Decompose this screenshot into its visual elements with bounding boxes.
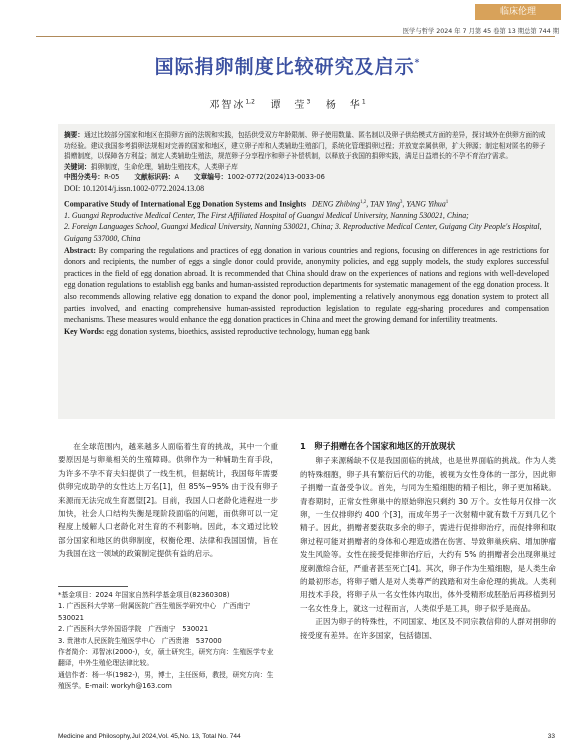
en-abstract: Abstract: By comparing the regulations and practices of egg donation in various countries and regions, focusing on differences in age restrictions for donors and recipients, the number of eggs a single donor could provide, anonymity policies, and egg supply models, the study explores successful practices in the field of egg donation abroad. It is recommended that China should draw on the experiences of nations and regions with well-developed egg donation regulations to establish egg banks and human-assisted reproduction departments for systematic management of the egg donation process. It also recommends allowing relative egg donation to expand the donor pool, implementing a relatively anonymous egg donation system to protect all parties involved, and enacting comprehensive human-assisted reproduction legislation to regulate egg-sharing procedures and compensation mechanisms. These measures would enhance the egg donation practices in China and meet the growing demand for infertility treatments. [64, 245, 549, 325]
section-paragraph: 卵子来源稀缺不仅是我国面临的挑战，也是世界面临的挑战。作为人类的特殊细胞，卵子具有繁衍后代的功能，被视为女性身体的一部分，因此卵子捐赠一直备受争议。首先，与同为生殖细胞的精子相比，卵子更加稀缺。青春期时，正常女性卵巢中的原始卵泡只剩约 30 万个。女性每月仅排一次卵，一生仅排卵约 400 个[3]，而成年男子一次射精中就有数千万到几亿个精子。因此，捐赠者要获取多余的卵子，需进行促排卵治疗，而促排卵和取卵过程可能对捐赠者的身体和心理造成潜在伤害、导致卵巢疾病、增加肿瘤发生风险等。女性在接受促排卵治疗后，大约有 5% 的捐赠者会出现卵巢过度刺激综合征，严重者甚至死亡[4]。其次，卵子作为生殖细胞，是人类生命的最初形态，将卵子赠人是对人类尊严的践踏和对生命伦理的挑战。人类利用技术手段，将卵子从一名女性体内取出，体外受精形成胚胎后再移植到另一名女性身上，就这一过程而言，人类似乎是工具，卵子似乎是商品。 [300, 456, 556, 613]
en-affiliation-1: 1. Guangxi Reproductive Medical Center, The First Affiliated Hospital of Guangxi Medical University, Nanning 530021, China; [64, 210, 469, 220]
en-title-authors: Comparative Study of International Egg Donation Systems and Insights DENG Zhibing$^{1,2}$, TAN Ying$^3$, YANG Yihua$^1$ [64, 199, 449, 209]
footnote: *基金项目：2024 年国家自然科学基金项目(82360308) [58, 591, 230, 599]
abstract-box [58, 124, 555, 419]
author-list: 邓智冰$^{1,2}$ 谭 莹$^3$ 杨 华$^1$ [209, 98, 366, 111]
journal-header: 医学与哲学 2024 年 7 月第 45 卷第 13 期总第 744 期 [402, 28, 559, 35]
footnote-rule [58, 586, 128, 587]
footnotes [58, 590, 280, 693]
body-right-column [300, 440, 556, 642]
en-affiliation-2: 2. Foreign Languages School, Guangxi Medical University, Nanning 530021, China; 3. Reproductive Medical Center, Guigang City People's Hospital, Guigang 537000, China [64, 222, 542, 243]
cn-keywords: 关键词：捐卵制度，生命伦理，辅助生殖技术，人类卵子库 [64, 162, 238, 171]
page-footer [58, 733, 555, 740]
intro-paragraph: 在全球范围内，越来越多人面临着生育的挑战，其中一个重要原因是与卵巢相关的生殖障碍。供卵作为一种辅助生育手段，为许多不孕不育夫妇提供了一线生机，但据统计，我国每年需要供卵完成助孕的女性达上万名[1]，但 85%~95% 由于没有卵子来源而无法完成生育愿望[2]。目前，我国人口老龄化进程进一步加快，社会人口结构失衡是现阶段面临的问题，而供卵可以一定程度上缓解人口老龄化对生育的不利影响。因此，本文通过比较部分国家和地区的供卵制度，权衡伦理、法律和我国国情，旨在为我国在这一领域的政策制定提供有益的启示。 [58, 442, 278, 559]
footnote: 通信作者：杨一华(1982-)，男，博士，主任医师，教授，研究方向：生殖医学。E-mail: workyh@163.com [58, 670, 274, 691]
en-keywords: Key Words: egg donation systems, bioethics, assisted reproductive technology, human egg bank [64, 326, 370, 336]
classification-line: 中图分类号：R-05 文献标识码：A 文章编号：1002-0772(2024)13-0033-06 [64, 173, 325, 182]
section-paragraph: 正因为卵子的特殊性，不同国家、地区及不同宗教信仰的人群对捐卵的接受度有差异。在许多国家，包括德国、 [300, 617, 556, 640]
article-title: 国际捐卵制度比较研究及启示* [154, 56, 421, 78]
author: 谭 莹 [270, 100, 307, 111]
footnote: 3. 贵港市人民医院生殖医学中心 广西贵港 537000 [58, 636, 222, 645]
body-left-column [58, 440, 278, 561]
footnote: 2. 广西医科大学外国语学院 广西南宁 530021 [58, 625, 209, 634]
cn-abstract: 摘要：通过比较部分国家和地区在捐卵方面的法规和实践，包括供受双方年龄限制、卵子使用数量、匿名制以及卵子供给模式方面的差异，探讨域外在供卵方面的成功经验。建议我国参考捐卵法规相对完善的国家和地区，建立卵子库和人类辅助生殖部门，系统化管理捐卵过程；并放宽亲属供卵，扩大卵源；制定相对匿名的卵子捐赠制度，以保障各方利益；制定人类辅助生殖法，规范卵子分享程序和卵子补偿机制，以释放于我国的捐卵实践，满足日益增长的不孕不育治疗需求。 [64, 131, 546, 161]
section-tag: 临床伦理 [475, 4, 561, 20]
doi[interactable]: DOI: 10.12014/j.issn.1002-0772.2024.13.08 [64, 183, 205, 193]
page-number: 33 [547, 733, 555, 740]
footnote: 作者简介：邓智冰(2000-)，女，硕士研究生，研究方向：生殖医学专业翻译，中外生殖伦理法律比较。 [58, 648, 274, 668]
section-heading: 1 卵子捐赠在各个国家和地区的开放现状 [300, 441, 456, 451]
footnote: 1. 广西医科大学第一附属医院广西生殖医学研究中心 广西南宁 530021 [58, 602, 257, 622]
header-rule [36, 36, 555, 37]
footer-journal: Medicine and Philosophy,Jul 2024,Vol. 45,No. 13, Total No. 744 [58, 733, 241, 740]
author: 杨 华 [325, 100, 362, 111]
author: 邓智冰 [209, 100, 246, 111]
